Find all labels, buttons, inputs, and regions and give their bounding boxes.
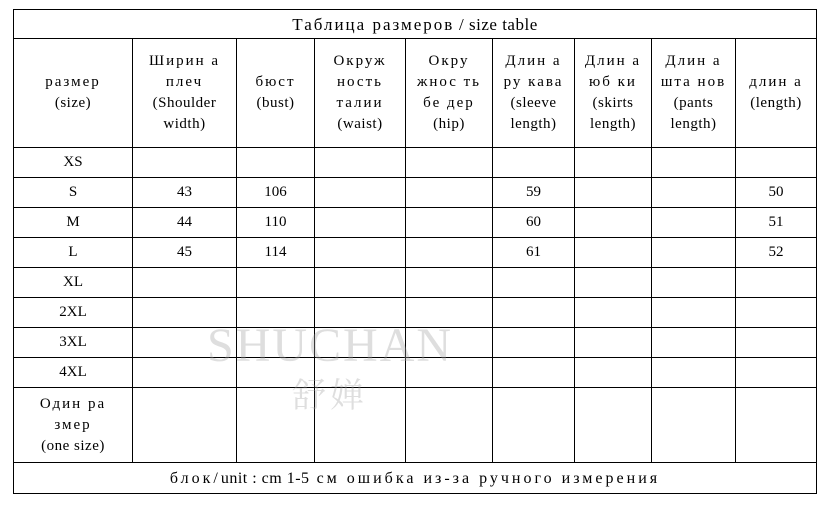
column-header-en: (skirts length) [590,95,636,132]
table-cell [493,148,575,178]
table-cell [133,268,237,298]
column-header-ru: Окру жнос ть бе дер [416,53,482,111]
column-header-en: (bust) [256,95,295,111]
column-header [237,39,315,148]
table-cell [133,358,237,388]
cell [133,388,237,463]
table-cell [652,178,736,208]
column-header [493,39,575,148]
table-cell [315,238,406,268]
cell [315,388,406,463]
table-row [14,148,817,178]
watermark-latin: SHUCHAN [206,319,454,372]
column-header-ru: длин а [749,74,803,90]
column-header-ru: размер [45,74,101,90]
cell [652,388,736,463]
table-cell [736,268,817,298]
table-row [14,298,817,328]
size-label: XS [14,148,133,178]
table-cell [493,358,575,388]
cell [493,388,575,463]
column-header-en: (size) [54,95,92,111]
table-cell [406,358,493,388]
one-size-row [14,388,817,463]
table-cell [406,298,493,328]
table-cell [736,148,817,178]
table-cell [575,298,652,328]
table-cell [575,328,652,358]
table-footer [14,463,817,494]
table-row [14,238,817,268]
table-cell: 110 [237,208,315,238]
table-cell [315,358,406,388]
table-cell: 44 [133,208,237,238]
table-cell [575,238,652,268]
table-row [14,208,817,238]
table-cell: 45 [133,238,237,268]
size-label: L [14,238,133,268]
table-cell [315,148,406,178]
footer-ru-2: см ошибка из-за ручного измерения [309,469,661,487]
table-cell [736,298,817,328]
table-cell [133,298,237,328]
column-header [14,39,133,148]
footer-unit: unit : cm 1-5 [220,469,310,487]
column-header-ru: Длин а юб ки [584,53,642,90]
table-cell [133,148,237,178]
column-header [133,39,237,148]
table-cell [406,208,493,238]
size-label: XL [14,268,133,298]
column-header-ru: бюст [255,74,296,90]
column-header-en: (Shoulder width) [152,95,217,132]
cell [237,388,315,463]
one-size-label [14,388,133,463]
table-cell [315,298,406,328]
table-cell: 43 [133,178,237,208]
one-size-en: (one size) [41,437,105,454]
table-cell [652,238,736,268]
table-cell [575,358,652,388]
table-cell [493,298,575,328]
table-cell [406,238,493,268]
table-cell: 51 [736,208,817,238]
column-header-ru: Ширин а плеч [148,53,221,90]
size-label: M [14,208,133,238]
table-cell [315,178,406,208]
column-header-ru: Окруж ность талии [333,53,387,111]
table-cell [652,208,736,238]
header-row [14,39,817,148]
footer-ru-1: блок/ [169,469,221,487]
column-header-en: (hip) [433,116,465,132]
cell [406,388,493,463]
table-cell [575,268,652,298]
cell [736,388,817,463]
table-cell [736,328,817,358]
size-label: 2XL [14,298,133,328]
table-cell [237,148,315,178]
table-row [14,328,817,358]
table-cell [493,328,575,358]
table-cell [237,328,315,358]
table-cell [493,268,575,298]
column-header-en: (pants length) [670,95,717,132]
table-cell: 60 [493,208,575,238]
size-table [13,9,817,494]
table-cell [406,268,493,298]
table-cell: 106 [237,178,315,208]
table-cell [652,298,736,328]
table-cell [736,358,817,388]
table-cell [652,148,736,178]
table-cell: 50 [736,178,817,208]
column-header [736,39,817,148]
column-header-en: (length) [750,95,802,111]
column-header-ru: Длин а шта нов [660,53,727,90]
column-header [315,39,406,148]
table-title [14,10,817,39]
column-header-ru: Длин а ру кава [503,53,564,90]
cell [575,388,652,463]
size-label: 4XL [14,358,133,388]
table-cell: 61 [493,238,575,268]
table-cell: 59 [493,178,575,208]
title-ru: Таблица размеров [292,14,455,34]
table-row [14,358,817,388]
table-cell [237,298,315,328]
table-row [14,268,817,298]
title-en: size table [469,14,538,34]
title-separator: / [454,14,470,34]
column-header-en: (waist) [337,116,383,132]
size-label: S [14,178,133,208]
table-body [14,148,817,388]
table-cell [575,208,652,238]
table-cell [406,148,493,178]
table-row [14,178,817,208]
table-cell: 52 [736,238,817,268]
column-header [575,39,652,148]
table-cell [315,208,406,238]
table-cell [133,328,237,358]
size-label: 3XL [14,328,133,358]
table-cell [406,178,493,208]
table-cell [237,358,315,388]
one-size-ru: Один ра змер [39,395,107,433]
table-cell [652,358,736,388]
table-cell [315,268,406,298]
column-header-en: (sleeve length) [510,95,557,132]
table-cell [652,328,736,358]
table-cell [406,328,493,358]
column-header [652,39,736,148]
column-header [406,39,493,148]
table-cell: 114 [237,238,315,268]
table-cell [575,178,652,208]
table-cell [575,148,652,178]
table-cell [237,268,315,298]
table-cell [652,268,736,298]
table-cell [315,328,406,358]
watermark-cjk: 舒婵 [292,378,368,415]
